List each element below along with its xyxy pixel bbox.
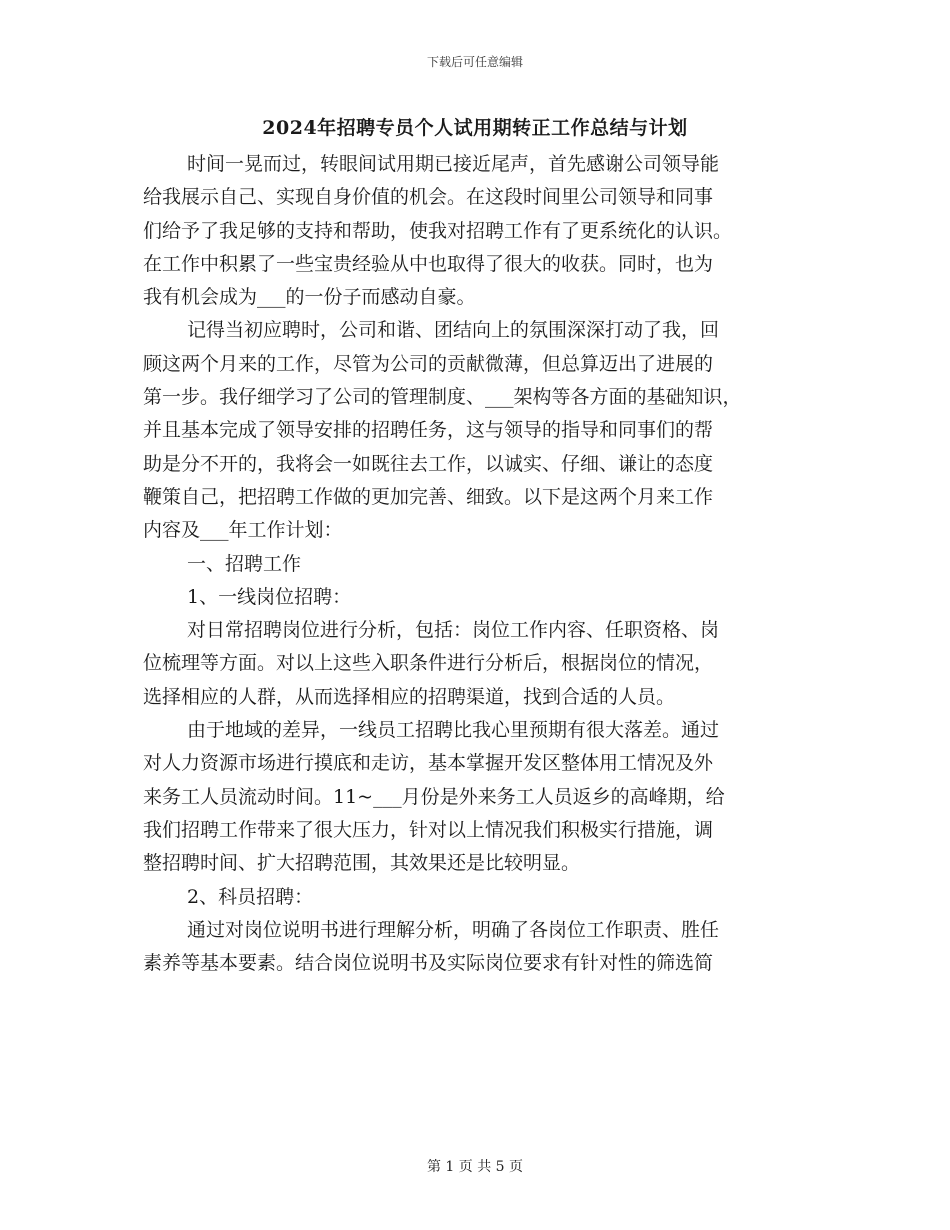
document-title: 2024年招聘专员个人试用期转正工作总结与计划	[262, 117, 688, 139]
section-heading: 一、招聘工作	[187, 552, 302, 575]
document-body	[143, 148, 823, 980]
body-line: 记得当初应聘时，公司和谐、团结向上的氛围深深打动了我，回	[187, 319, 720, 342]
body-line: 对日常招聘岗位进行分析，包括：岗位工作内容、任职资格、岗	[187, 619, 720, 642]
body-line: 我有机会成为___的一份子而感动自豪。	[143, 286, 476, 309]
body-line: 在工作中积累了一些宝贵经验从中也取得了很大的收获。同时，也为	[143, 252, 714, 275]
body-line: 们给予了我足够的支持和帮助，使我对招聘工作有了更系统化的认识。	[143, 219, 733, 242]
body-line: 第一步。我仔细学习了公司的管理制度、___架构等各方面的基础知识，	[143, 386, 742, 409]
subsection-heading: 2、科员招聘：	[187, 885, 314, 908]
body-line: 选择相应的人群，从而选择相应的招聘渠道，找到合适的人员。	[143, 685, 676, 708]
body-line: 素养等基本要素。结合岗位说明书及实际岗位要求有针对性的筛选简	[143, 952, 714, 975]
body-line: 由于地域的差异，一线员工招聘比我心里预期有很大落差。通过	[187, 719, 720, 742]
body-line: 并且基本完成了领导安排的招聘任务，这与领导的指导和同事们的帮	[143, 419, 714, 442]
page-footer: 第 1 页 共 5 页	[426, 1159, 524, 1175]
body-line: 整招聘时间、扩大招聘范围，其效果还是比较明显。	[143, 852, 581, 875]
body-line: 来务工人员流动时间。11~___月份是外来务工人员返乡的高峰期，给	[143, 785, 725, 808]
body-line: 助是分不开的，我将会一如既往去工作，以诚实、仔细、谦让的态度	[143, 452, 714, 475]
body-line: 鞭策自己，把招聘工作做的更加完善、细致。以下是这两个月来工作	[143, 485, 714, 508]
body-line: 对人力资源市场进行摸底和走访，基本掌握开发区整体用工情况及外	[143, 752, 714, 775]
body-line: 给我展示自己、实现自身价值的机会。在这段时间里公司领导和同事	[143, 186, 714, 209]
body-line: 内容及___年工作计划：	[143, 519, 343, 542]
body-line: 时间一晃而过，转眼间试用期已接近尾声，首先感谢公司领导能	[187, 153, 720, 175]
body-line: 顾这两个月来的工作，尽管为公司的贡献微薄，但总算迈出了进展的	[143, 352, 714, 375]
page-header: 下载后可任意编辑	[426, 55, 523, 69]
subsection-heading: 1、一线岗位招聘：	[187, 585, 352, 608]
body-line: 位梳理等方面。对以上这些入职条件进行分析后，根据岗位的情况，	[143, 652, 714, 675]
body-line: 通过对岗位说明书进行理解分析，明确了各岗位工作职责、胜任	[187, 918, 720, 941]
body-line: 我们招聘工作带来了很大压力，针对以上情况我们积极实行措施，调	[143, 818, 714, 841]
